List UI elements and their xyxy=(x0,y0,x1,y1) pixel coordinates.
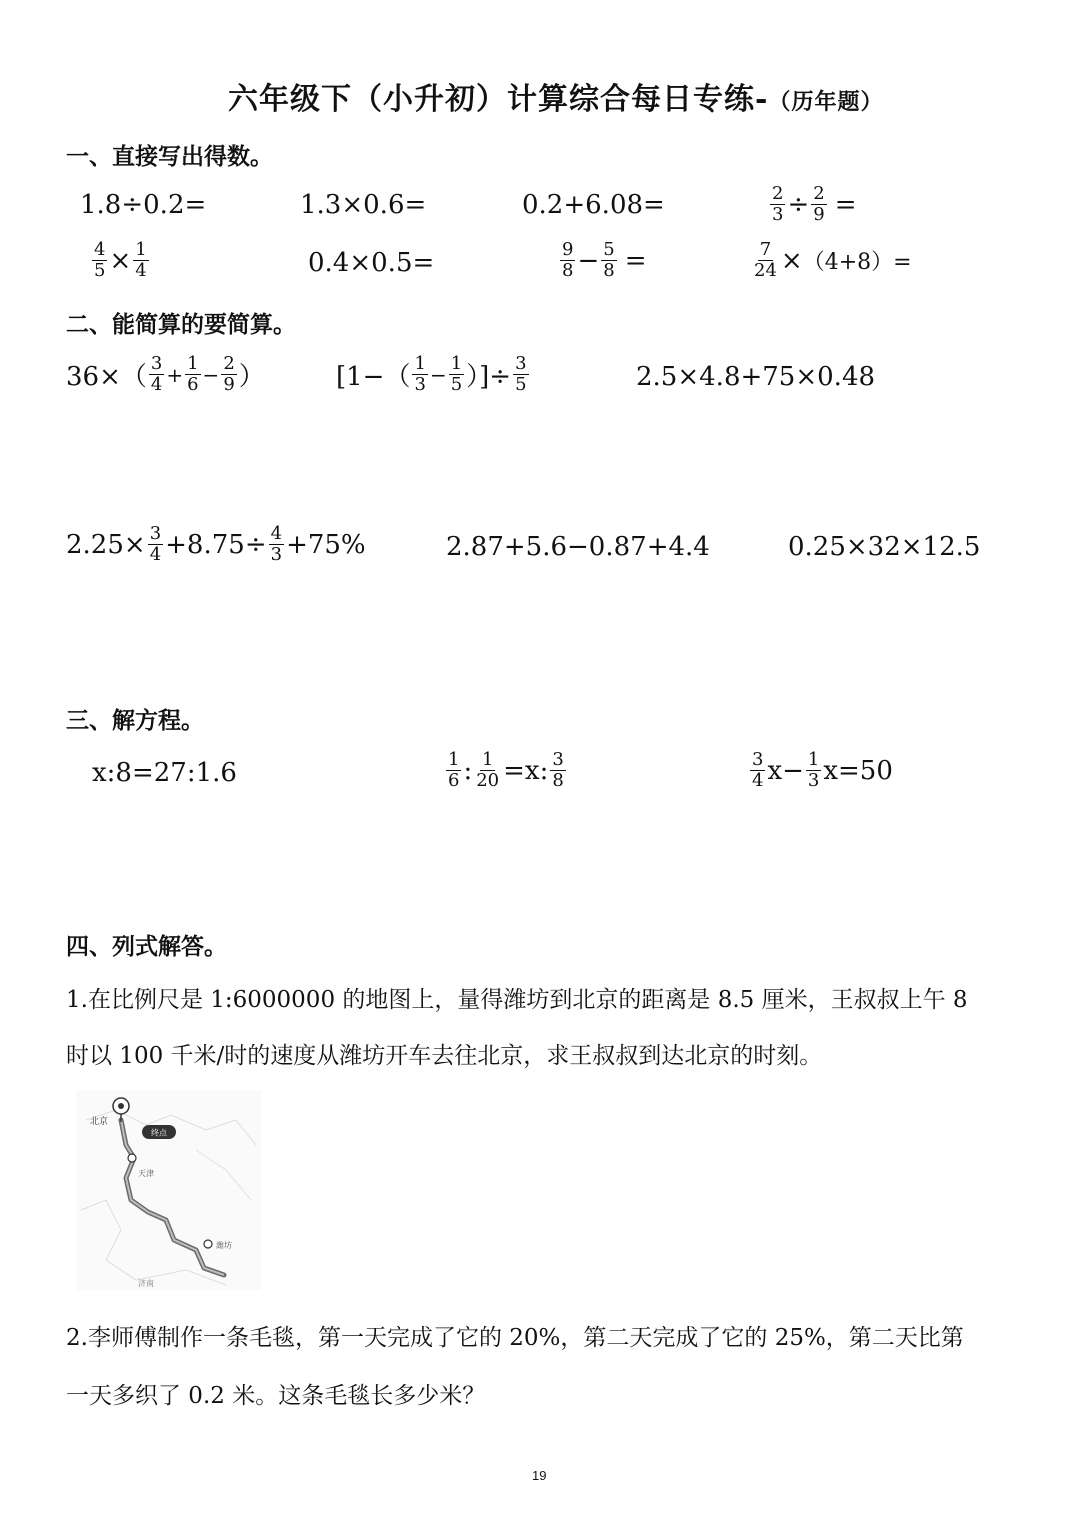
fraction: $\frac{3}{5}$ xyxy=(515,353,527,395)
route-map-svg xyxy=(76,1090,261,1290)
section-heading-1: 一、直接写出得数。 xyxy=(66,143,273,170)
map-label-tianjin: 天津 xyxy=(138,1169,154,1178)
direct-expr-1: 1.8÷0.2= xyxy=(80,190,207,220)
simplify-expr-2: [1−（ $\frac{1}{3}$ − $\frac{1}{5}$ ）]÷ $\frac{3}{5}$ xyxy=(336,353,527,395)
equation-2: $\frac{1}{6}$ : $\frac{1}{20}$ =x: $\frac{3}{8}$ xyxy=(448,749,564,791)
title-sub: （历年题） xyxy=(768,89,884,115)
simplify-expr-4: 2.25× $\frac{3}{4}$ +8.75÷ $\frac{4}{3}$ +75% xyxy=(66,523,366,565)
direct-expr-5: $\frac{4}{5}$ × $\frac{1}{4}$ xyxy=(94,239,147,281)
page-title xyxy=(228,74,883,118)
direct-expr-4: $\frac{2}{3}$ ÷ $\frac{2}{9}$ = xyxy=(772,183,857,225)
fraction: $\frac{1}{6}$ xyxy=(187,353,199,395)
fraction: $\frac{4}{3}$ xyxy=(270,523,283,565)
section-heading-4: 四、列式解答。 xyxy=(66,933,227,960)
fraction: $\frac{4}{5}$ xyxy=(94,239,106,281)
simplify-expr-1: 36×（ $\frac{3}{4}$ + $\frac{1}{6}$ − $\frac{2}{9}$ ） xyxy=(66,353,265,395)
simplify-expr-6: 0.25×32×12.5 xyxy=(788,532,981,562)
equation-1: x:8=27:1.6 xyxy=(92,758,237,788)
fraction: $\frac{2}{9}$ xyxy=(813,183,825,225)
fraction: $\frac{2}{9}$ xyxy=(223,353,235,395)
section-heading-3: 三、解方程。 xyxy=(66,707,204,734)
fraction: $\frac{1}{20}$ xyxy=(476,749,500,791)
fraction: $\frac{3}{4}$ xyxy=(149,523,162,565)
fraction: $\frac{1}{3}$ xyxy=(807,749,820,791)
fraction: $\frac{1}{4}$ xyxy=(135,239,147,281)
fraction: $\frac{2}{3}$ xyxy=(772,183,784,225)
problem-2-line-1: 2.李师傅制作一条毛毯，第一天完成了它的 20%，第二天完成了它的 25%，第二天比第 xyxy=(66,1325,964,1351)
map-label-beijing: 北京 xyxy=(90,1116,109,1126)
fraction: $\frac{7}{24}$ xyxy=(754,239,777,281)
simplify-expr-3: 2.5×4.8+75×0.48 xyxy=(636,362,876,392)
page-number: 19 xyxy=(532,1468,547,1483)
fraction: $\frac{1}{6}$ xyxy=(448,749,460,791)
fraction: $\frac{3}{8}$ xyxy=(552,749,564,791)
direct-expr-7: $\frac{9}{8}$ − $\frac{5}{8}$ = xyxy=(562,239,647,281)
fraction: $\frac{1}{3}$ xyxy=(414,353,426,395)
problem-1-line-2: 时以 100 千米/时的速度从潍坊开车去往北京，求王叔叔到达北京的时刻。 xyxy=(66,1043,823,1069)
fraction: $\frac{3}{4}$ xyxy=(150,353,163,395)
equation-3: $\frac{3}{4}$ x− $\frac{1}{3}$ x=50 xyxy=(752,749,893,791)
fraction: $\frac{1}{5}$ xyxy=(450,353,463,395)
direct-expr-2: 1.3×0.6= xyxy=(300,190,427,220)
direct-expr-6: 0.4×0.5= xyxy=(308,248,435,278)
direct-expr-3: 0.2+6.08= xyxy=(522,190,665,220)
direct-expr-8: $\frac{7}{24}$ × （4+8）= xyxy=(754,239,912,281)
start-badge-label: 终点 xyxy=(151,1128,167,1138)
route-map xyxy=(76,1090,261,1294)
problem-2-line-2: 一天多织了 0.2 米。这条毛毯长多少米？ xyxy=(66,1383,486,1409)
fraction: $\frac{3}{4}$ xyxy=(752,749,764,791)
fraction: $\frac{9}{8}$ xyxy=(562,239,574,281)
title-main: 六年级下（小升初）计算综合每日专练- xyxy=(228,82,769,117)
fraction: $\frac{5}{8}$ xyxy=(603,239,615,281)
simplify-expr-5: 2.87+5.6−0.87+4.4 xyxy=(446,532,710,562)
map-label-weifang: 潍坊 xyxy=(216,1241,232,1250)
map-label-jinan: 济南 xyxy=(138,1279,154,1288)
problem-1-line-1: 1.在比例尺是 1:6000000 的地图上，量得潍坊到北京的距离是 8.5 厘米，王叔叔上午 8 xyxy=(66,987,968,1013)
section-heading-2: 二、能简算的要简算。 xyxy=(66,311,296,338)
